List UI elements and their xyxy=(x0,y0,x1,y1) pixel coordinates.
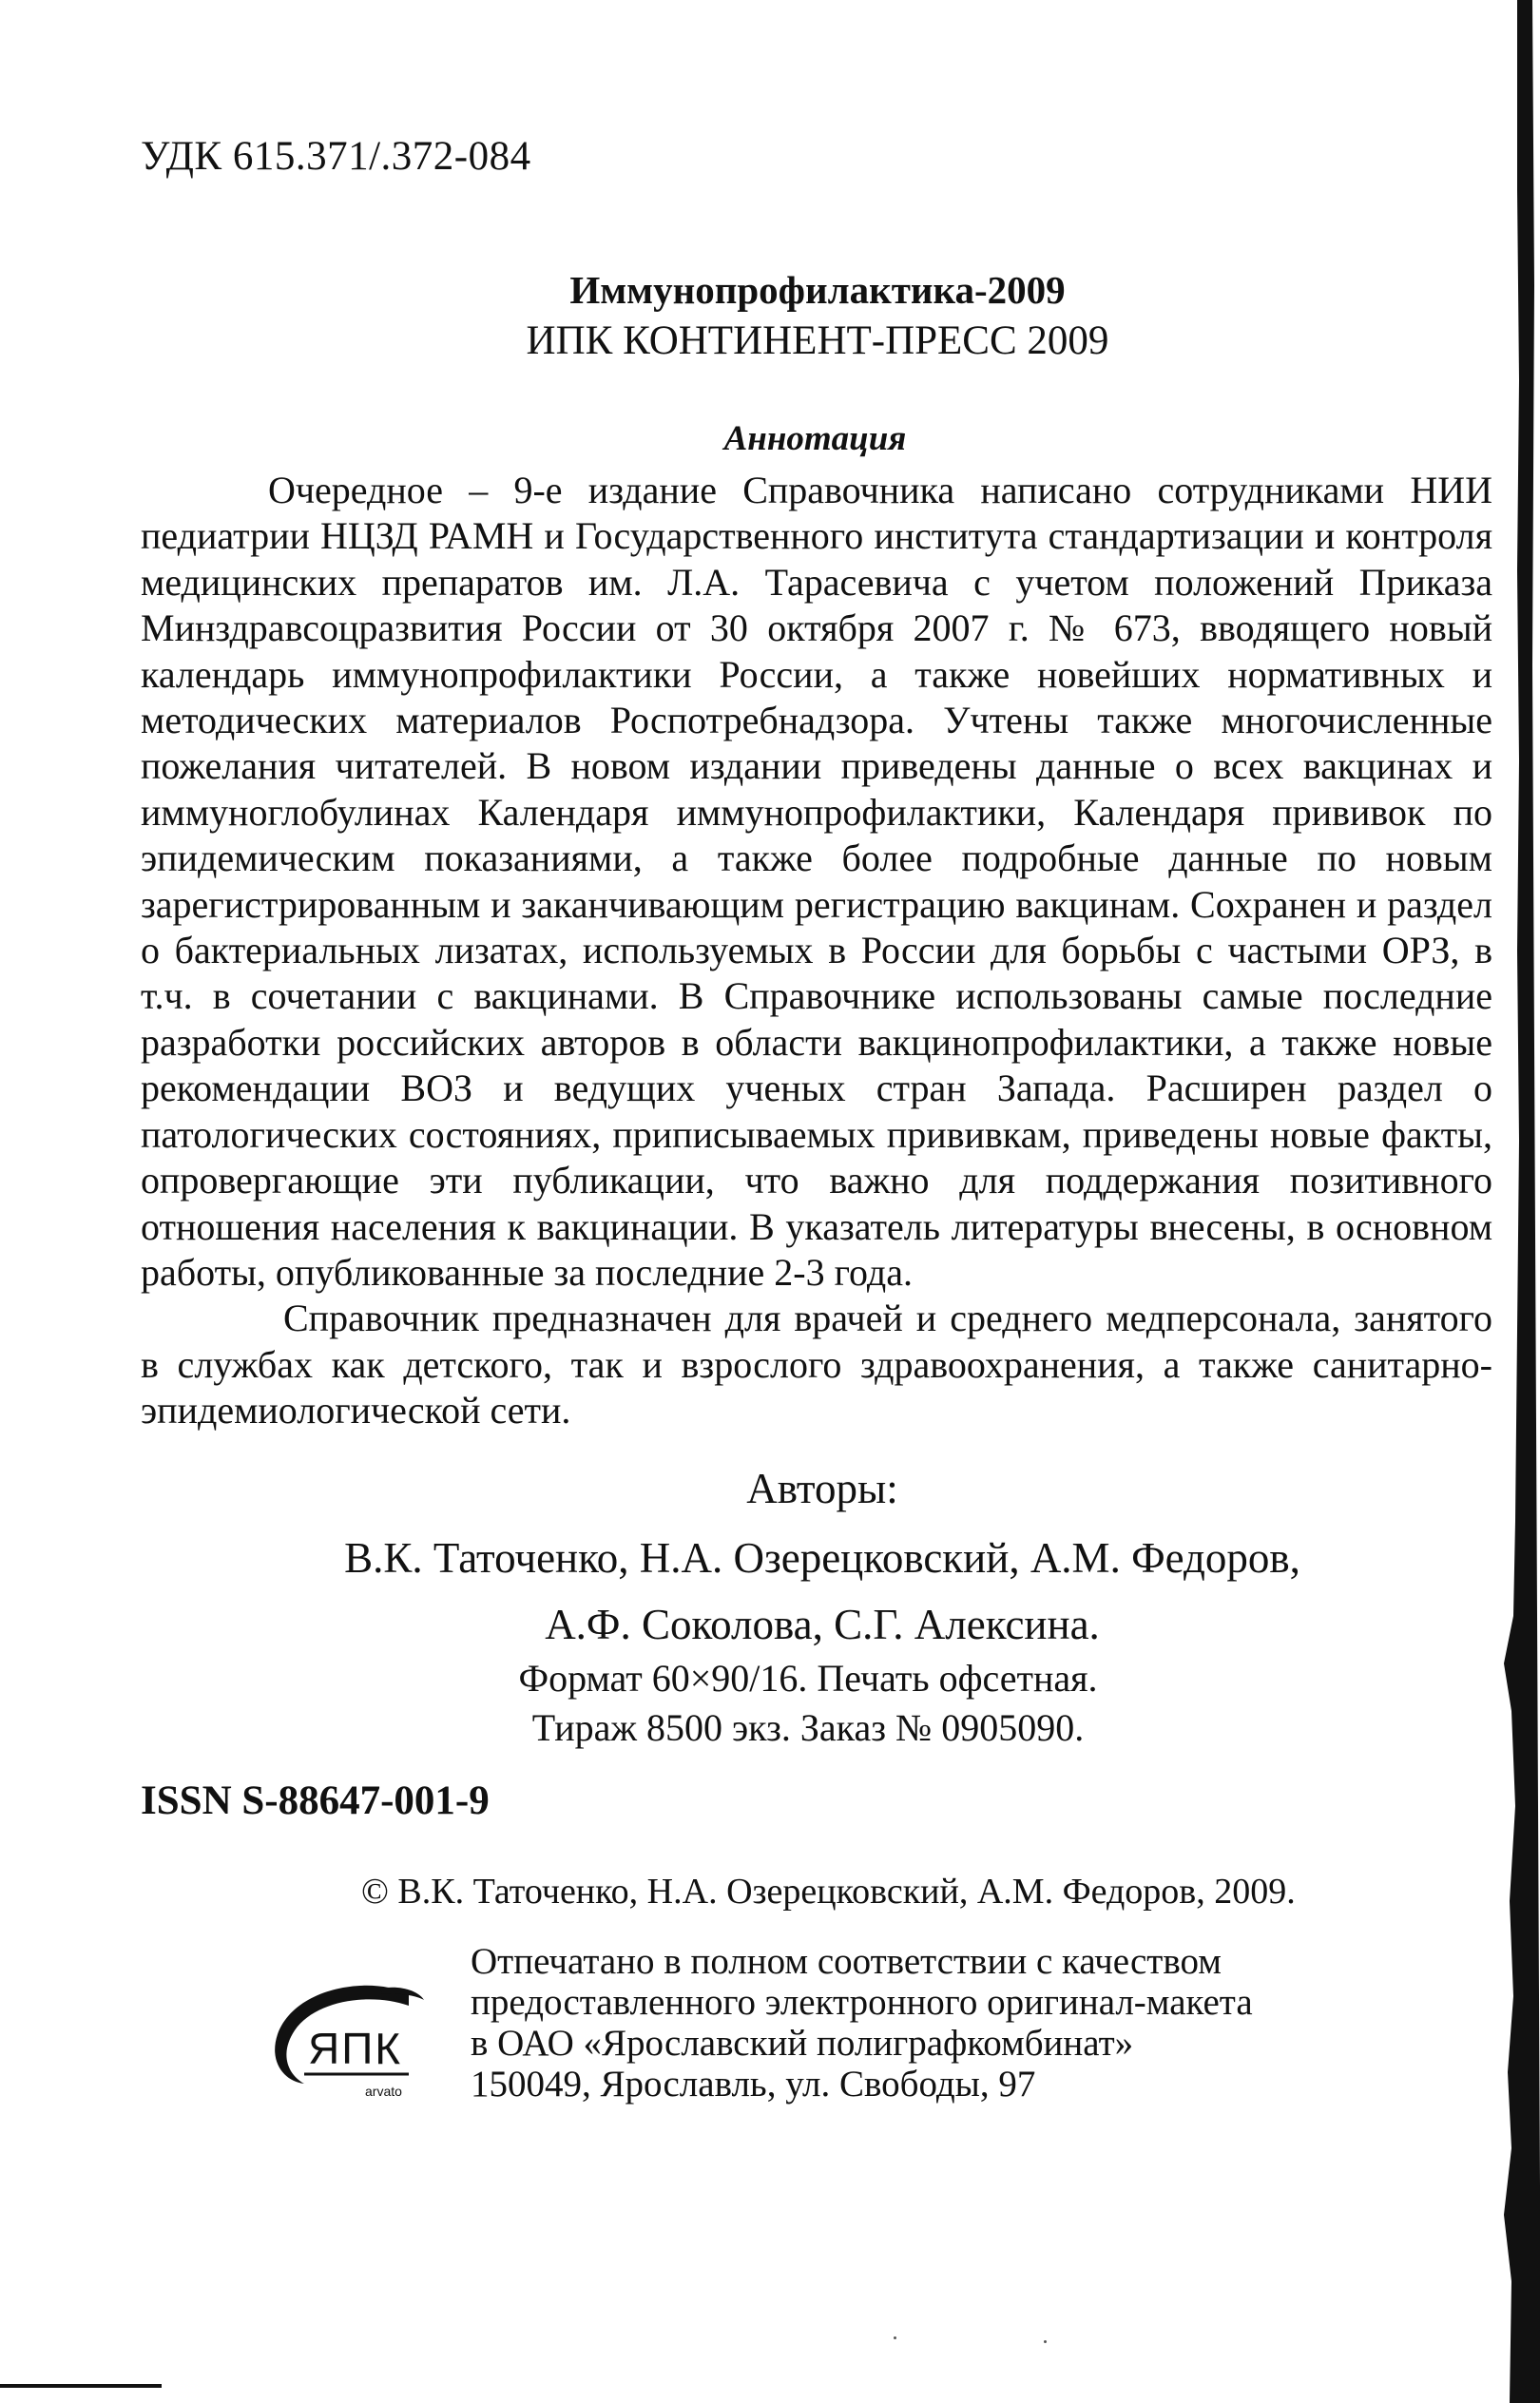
logo-text: ЯПК xyxy=(308,2024,403,2073)
annotation-paragraph: Справочник предназначен для врачей и среднего медперсонала, занятого в службах как детского, так и взрослого здравоохранения, а также санитарно-эпидемиологической сети. xyxy=(141,1297,1492,1432)
book-title: Иммунопрофилактика-2009 xyxy=(569,268,1066,312)
authors-line: А.Ф. Соколова, С.Г. Алексина. xyxy=(545,1601,1100,1648)
format-line: Формат 60×90/16. Печать офсетная. xyxy=(518,1657,1098,1700)
issn: ISSN S-88647-001-9 xyxy=(141,1778,490,1823)
annotation-heading: Аннотация xyxy=(723,419,907,458)
authors-line: В.К. Таточенко, Н.А. Озерецковский, А.М. Федоров, xyxy=(344,1534,1300,1582)
printer-line: 150049, Ярославль, ул. Свободы, 97 xyxy=(471,2064,1036,2105)
printer-logo xyxy=(266,1968,456,2110)
copyright-line: © В.К. Таточенко, Н.А. Озерецковский, А.М. Федоров, 2009. xyxy=(361,1872,1296,1912)
printer-info xyxy=(471,1941,1253,2105)
scan-edge-shadow xyxy=(1475,0,1540,2403)
printer-line: в ОАО «Ярославский полиграфкомбинат» xyxy=(471,2023,1134,2064)
annotation-paragraph: Очередное – 9-е издание Справочника написано сотрудниками НИИ педиатрии НЦЗД РАМН и Государственного института стандартизации и контроля медицинских препаратов им. Л.А. Тарасевича с учетом положений Приказа Минздравсоцразвития России от 30 октября 2007 г. № 673, вводящего новый календарь иммунопрофилактики России, а также новейших нормативных и методических материалов Роспотребнадзора. Учтены также многочисленные пожелания читателей. В новом издании приведены данные о всех вакцинах и иммуноглобулинах Календаря иммунопрофилактики, Календаря прививок по эпидемическим показаниями, а также более подробные данные по новым зарегистрированным и заканчивающим регистрацию вакцинам. Сохранен и раздел о бактериальных лизатах, используемых в России для борьбы с частыми ОРЗ, в т.ч. в сочетании с вакцинами. В Справочнике использованы самые последние разработки российских авторов в области вакцинопрофилактики, а также новые рекомендации ВОЗ и ведущих ученых стран Запада. Расширен раздел о патологических состояниях, приписываемых прививкам, приведены новые факты, опровергающие эти публикации, что важно для поддержания позитивного отношения населения к вакцинации. В указатель литературы внесены, в основном работы, опубликованные за последние 2-3 года. xyxy=(141,469,1492,1294)
scan-edge-line xyxy=(0,2384,162,2388)
authors-heading: Авторы: xyxy=(746,1465,898,1512)
run-line: Тираж 8500 экз. Заказ № 0905090. xyxy=(531,1706,1085,1749)
annotation-body xyxy=(141,468,1492,1434)
udk-code: УДК 615.371/.372-084 xyxy=(141,134,531,179)
printer-line: Отпечатано в полном соответствии с качеством xyxy=(471,1941,1222,1982)
book-header xyxy=(0,264,1540,367)
publisher-line: ИПК КОНТИНЕНТ-ПРЕСС 2009 xyxy=(526,318,1109,363)
authors-list xyxy=(0,1525,1540,1658)
printer-line: предоставленного электронного оригинал-макета xyxy=(471,1982,1253,2023)
print-info xyxy=(0,1654,1540,1753)
logo-subtext: arvato xyxy=(365,2084,402,2099)
scan-speck xyxy=(1044,2340,1047,2343)
scan-speck xyxy=(894,2336,896,2339)
